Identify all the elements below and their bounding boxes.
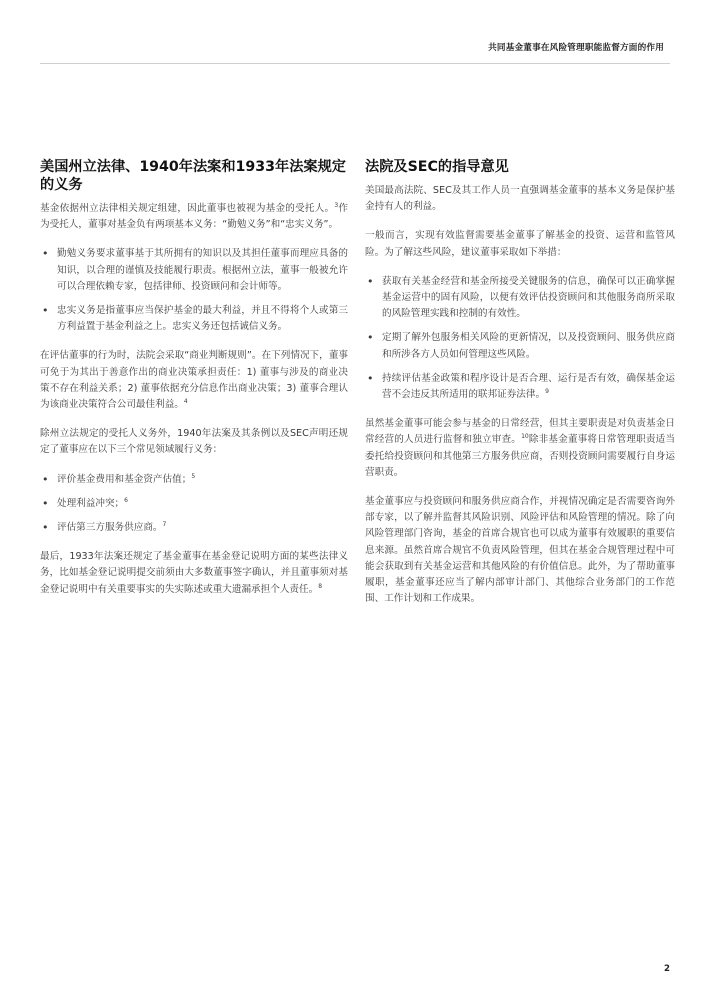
footnote-ref[interactable]: 4 — [183, 397, 188, 405]
paragraph-text: 虽然基金董事可能会参与基金的日常经营，但其主要职责是对负责基金日常经营的人员进行监督和独立审查。 — [365, 418, 675, 446]
list-item-measure — [365, 274, 675, 323]
list-item-measure — [365, 371, 675, 403]
left-column — [40, 158, 348, 611]
footnote-ref[interactable]: 6 — [124, 496, 128, 504]
paragraph-text: 除非基金董事将日常管理职责适当委托给投资顾问和其他第三方服务供应商，否则投资顾问需要履行自身运营职责。 — [365, 434, 676, 478]
list-item-text: 忠实义务是指董事应当保护基金的最大利益，并且不得将个人或第三方利益置于基金利益之上。忠实义务还包括诚信义务。 — [57, 305, 348, 333]
paragraph-text: 作为受托人，董事对基金负有两项基本义务：“勤勉义务”和“忠实义务”。 — [40, 203, 348, 231]
list-item-text: 获取有关基金经营和基金所接受关键服务的信息，确保可以正确掌握基金运营中的固有风险，以便有效评估投资顾问和其他服务商所采取的风险管理实践和控制的有效性。 — [382, 275, 675, 320]
list-item-vendors — [40, 520, 348, 536]
bullet-icon: • — [42, 496, 49, 510]
footnote-ref[interactable]: 5 — [191, 472, 196, 480]
paragraph-business-judgment — [40, 348, 348, 413]
list-item-text: 处理利益冲突； — [57, 497, 125, 509]
list-item-text: 持续评估基金政策和程序设计是否合理、运行是否有效，确保基金运营不会违反其所适用的联邦证券法律。 — [382, 372, 675, 401]
bullet-icon: • — [42, 472, 49, 486]
paragraph-text: 基金依据州立法律相关规定组建，因此董事也被视为基金的受托人。 — [40, 203, 335, 214]
list-item-measure — [365, 330, 675, 362]
section-heading-duties: 美国州立法律、1940年法案和1933年法案规定的义务 — [40, 159, 346, 193]
measures-list — [365, 274, 675, 403]
page-number: 2 — [664, 964, 670, 974]
list-item-duty-of-loyalty — [40, 303, 348, 335]
paragraph-daily-operations — [365, 416, 675, 481]
duties-list — [40, 246, 348, 335]
paragraph-supreme-court: 美国最高法院、SEC及其工作人员一直强调基金董事的基本义务是保护基金持有人的利益。 — [365, 185, 675, 213]
paragraph-1933-act — [40, 549, 348, 598]
list-item-text: 定期了解外包服务相关风险的更新情况，以及投资顾问、服务供应商和所涉各方人员如何管理这些风险。 — [382, 332, 675, 360]
footnote-ref[interactable]: 7 — [162, 520, 167, 528]
paragraph-oversight: 一般而言，实现有效监督需要基金董事了解基金的投资、运营和监管风险。为了解这些风险，建议董事采取如下举措： — [365, 230, 675, 258]
paragraph-cooperation: 基金董事应与投资顾问和服务供应商合作，并视情况确定是否需要咨询外部专家，以了解并监督其风险识别、风险评估和风险管理的情况。除了向风险管理部门咨询，基金的首席合规官也可以成为董事有效履职的重要信息来源。虽然首席合规官不负责风险管理，但其在基金合规管理过程中可能会获取到有关基金运营和其他风险的有价值信息。此外，为了帮助董事履职，基金董事还应当了解内部审计部门、其他综合业务部门的工作范围、工作计划和工作成果。 — [365, 496, 675, 605]
footnote-ref[interactable]: 3 — [334, 201, 339, 209]
footnote-ref[interactable]: 8 — [318, 582, 323, 590]
list-item-text: 评估第三方服务供应商。 — [57, 522, 163, 534]
right-column — [365, 158, 675, 620]
paragraph-fiduciary — [40, 201, 348, 233]
footnote-ref[interactable]: 10 — [521, 433, 529, 441]
list-item-text: 勤勉义务要求董事基于其所拥有的知识以及其担任董事而理应具备的知识，以合理的谨慎及技能履行职责。根据州立法，董事一般被允许可以合理依赖专家，包括律师、投资顾问和会计师等。 — [57, 248, 348, 292]
paragraph-1940-act: 除州立法规定的受托人义务外，1940年法案及其条例以及SEC声明还规定了董事应在以下三个常见领域履行义务： — [40, 428, 348, 456]
bullet-icon: • — [42, 304, 49, 318]
list-item-duty-of-care — [40, 246, 348, 295]
paragraph-text: 在评估董事的行为时，法院会采取“商业判断规则”。在下列情况下，董事可免于为其出于善意作出的商业决策承担责任：1) 董事与涉及的商业决策不存在利益关系；2) 董事依据充分信息作出商业决策；3) 董事合理认为该商业决策符合公司最佳利益。 — [40, 350, 348, 411]
list-item-valuation — [40, 472, 348, 488]
bullet-icon: • — [42, 521, 49, 535]
section-heading-guidance: 法院及SEC的指导意见 — [365, 159, 509, 175]
bullet-icon: • — [367, 274, 374, 288]
bullet-icon: • — [367, 331, 374, 345]
running-header: 共同基金董事在风险管理职能监督方面的作用 — [488, 43, 664, 53]
bullet-icon: • — [367, 371, 374, 385]
areas-list — [40, 472, 348, 537]
paragraph-text: 最后，1933年法案还规定了基金董事在基金登记说明方面的某些法律义务，比如基金登记说明提交前须由大多数董事签字确认，并且董事须对基金登记说明中有关重要事实的失实陈述或重大遗漏承担个人责任。 — [40, 551, 348, 595]
list-item-conflicts — [40, 496, 348, 512]
footnote-ref[interactable]: 9 — [545, 387, 549, 395]
list-item-text: 评价基金费用和基金资产估值； — [57, 473, 192, 485]
bullet-icon: • — [42, 247, 49, 261]
header-divider — [40, 63, 670, 64]
